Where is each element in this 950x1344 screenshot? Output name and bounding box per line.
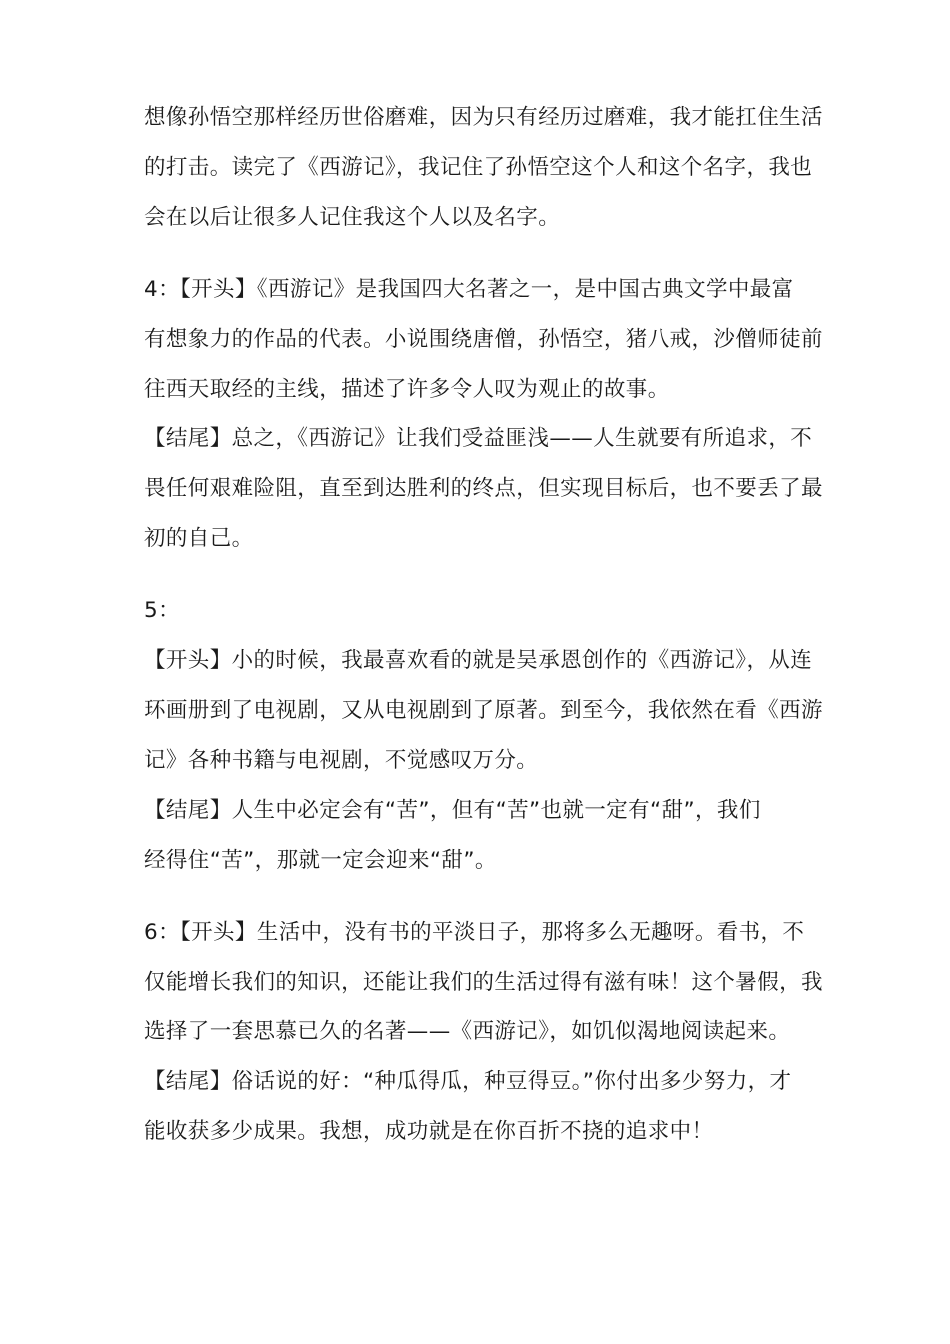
text-line: 往西天取经的主线，描述了许多令人叹为观止的故事。: [144, 377, 670, 402]
text-line: 【结尾】总之，《西游记》让我们受益匪浅——人生就要有所追求，不: [144, 426, 813, 451]
text-line: 【结尾】俗话说的好：“种瓜得瓜，种豆得豆。”你付出多少努力，才: [144, 1069, 792, 1094]
text-line: 想像孙悟空那样经历世俗磨难，因为只有经历过磨难，我才能扛住生活: [144, 105, 823, 130]
text-line: 选择了一套思慕已久的名著——《西游记》，如饥似渴地阅读起来。: [144, 1019, 791, 1044]
text-line: 【开头】小的时候，我最喜欢看的就是吴承恩创作的《西游记》，从连: [144, 648, 813, 673]
text-line: 初的自己。: [144, 526, 254, 551]
text-line: 【结尾】人生中必定会有“苦”，但有“苦”也就一定有“甜”，我们: [144, 798, 761, 823]
text-line: 有想象力的作品的代表。小说围绕唐僧，孙悟空，猪八戒，沙僧师徒前: [144, 327, 823, 352]
text-line: 4：【开头】《西游记》是我国四大名著之一，是中国古典文学中最富: [144, 277, 794, 302]
text-line: 环画册到了电视剧，又从电视剧到了原著。到至今，我依然在看《西游: [144, 698, 823, 723]
text-line: 经得住“苦”，那就一定会迎来“甜”。: [144, 848, 497, 873]
text-line: 仅能增长我们的知识，还能让我们的生活过得有滋有味！这个暑假，我: [144, 970, 823, 995]
text-line: 能收获多少成果。我想，成功就是在你百折不挠的追求中！: [144, 1119, 714, 1144]
text-line: 6：【开头】生活中，没有书的平淡日子，那将多么无趣呀。看书，不: [144, 920, 805, 945]
text-line: 5：: [144, 598, 180, 623]
text-line: 会在以后让很多人记住我这个人以及名字。: [144, 205, 561, 230]
text-line: 畏任何艰难险阻，直至到达胜利的终点，但实现目标后，也不要丢了最: [144, 476, 823, 501]
text-line: 记》各种书籍与电视剧，不觉感叹万分。: [144, 748, 539, 773]
text-line: 的打击。读完了《西游记》，我记住了孙悟空这个人和这个名字，我也: [144, 155, 813, 180]
